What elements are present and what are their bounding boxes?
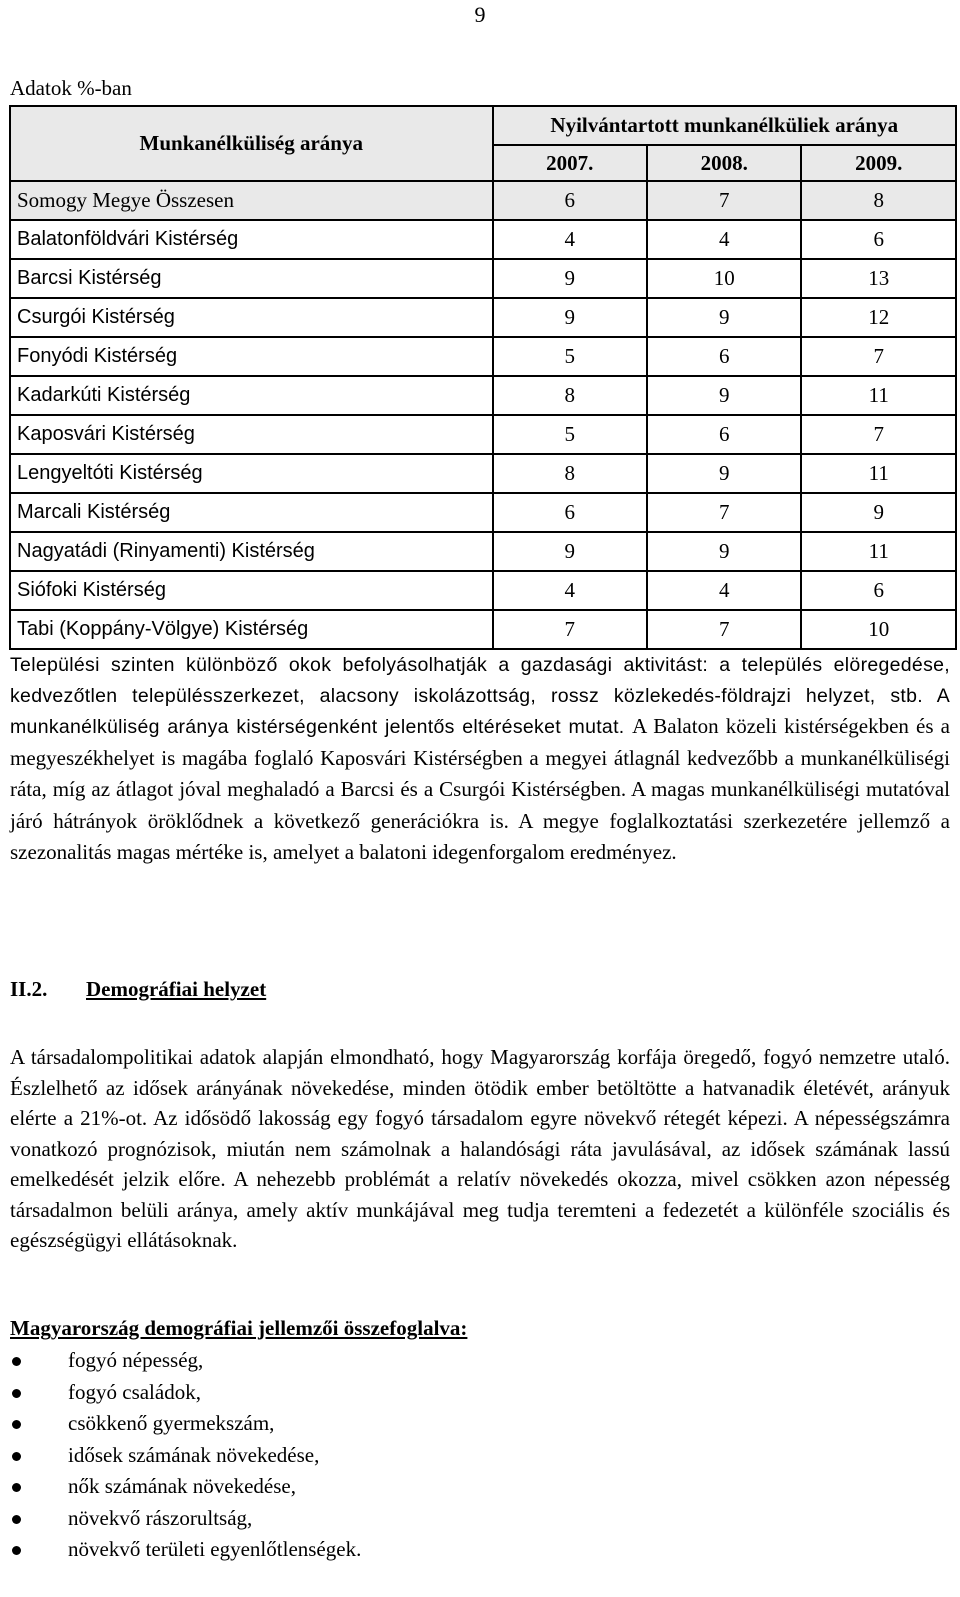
rate-cell: 7 — [493, 610, 647, 649]
rate-cell: 5 — [493, 415, 647, 454]
bullet-icon — [12, 1452, 21, 1461]
rate-cell: 6 — [647, 415, 801, 454]
list-item-text: idősek számának növekedése, — [68, 1442, 320, 1467]
list-item — [10, 1471, 361, 1503]
table-row — [10, 571, 956, 610]
rate-cell: 6 — [493, 181, 647, 220]
rate-cell: 11 — [801, 532, 956, 571]
paragraph-unemployment — [10, 650, 950, 869]
year-header: 2008. — [647, 145, 801, 181]
region-name: Csurgói Kistérség — [10, 298, 493, 337]
region-name: Tabi (Koppány-Völgye) Kistérség — [10, 610, 493, 649]
table-row — [10, 415, 956, 454]
bullet-icon — [12, 1483, 21, 1492]
region-name: Fonyódi Kistérség — [10, 337, 493, 376]
table-row — [10, 259, 956, 298]
table-row — [10, 181, 956, 220]
rate-cell: 4 — [493, 571, 647, 610]
paragraph-unemployment-sans: Települési szinten különböző okok befolyásolhatják a gazdasági aktivitást: a település elöregedése, kedvezőtlen településszerkezet, alacsony iskolázottság, rossz közlekedés-földrajzi helyzet, stb. A munkanélküliség aránya kistérségenként jelentős eltéréseket mutat. — [10, 654, 950, 738]
year-header: 2007. — [493, 145, 647, 181]
rate-cell: 9 — [801, 493, 956, 532]
rate-cell: 9 — [647, 298, 801, 337]
page-number: 9 — [474, 2, 486, 27]
list-item — [10, 1345, 361, 1377]
list-item — [10, 1503, 361, 1535]
bullet-icon — [12, 1389, 21, 1398]
rate-cell: 4 — [647, 220, 801, 259]
rate-cell: 7 — [647, 493, 801, 532]
list-item — [10, 1440, 361, 1472]
unemployment-table — [9, 105, 957, 650]
rate-cell: 7 — [801, 415, 956, 454]
table-row — [10, 454, 956, 493]
table-row — [10, 376, 956, 415]
group-header: Nyilvántartott munkanélküliek aránya — [493, 106, 956, 145]
summary-list — [10, 1345, 361, 1566]
list-item-text: csökkenő gyermekszám, — [68, 1411, 275, 1435]
rate-cell: 13 — [801, 259, 956, 298]
bullet-icon — [12, 1420, 21, 1429]
rate-cell: 9 — [493, 259, 647, 298]
region-name: Siófoki Kistérség — [10, 571, 493, 610]
rate-cell: 9 — [493, 532, 647, 571]
rate-cell: 4 — [647, 571, 801, 610]
rate-cell: 10 — [647, 259, 801, 298]
section-title: Demográfiai helyzet — [86, 977, 267, 1001]
rate-cell: 6 — [647, 337, 801, 376]
table-row — [10, 220, 956, 259]
region-name: Lengyeltóti Kistérség — [10, 454, 493, 493]
region-name: Barcsi Kistérség — [10, 259, 493, 298]
region-name: Kadarkúti Kistérség — [10, 376, 493, 415]
table-row — [10, 493, 956, 532]
rate-cell: 9 — [647, 376, 801, 415]
year-header: 2009. — [801, 145, 956, 181]
rate-cell: 10 — [801, 610, 956, 649]
rate-cell: 7 — [647, 181, 801, 220]
list-item-text: növekvő területi egyenlőtlenségek. — [68, 1537, 362, 1561]
rate-cell: 6 — [801, 220, 956, 259]
rate-cell: 12 — [801, 298, 956, 337]
table-header-row — [10, 106, 956, 145]
section-heading — [10, 977, 266, 1002]
bullet-icon — [12, 1515, 21, 1524]
table-row — [10, 532, 956, 571]
rate-cell: 11 — [801, 454, 956, 493]
region-name: Nagyatádi (Rinyamenti) Kistérség — [10, 532, 493, 571]
table-caption: Adatok %-ban — [10, 76, 132, 100]
table-row — [10, 610, 956, 649]
list-item — [10, 1534, 361, 1566]
list-item — [10, 1408, 361, 1440]
list-item — [10, 1377, 361, 1409]
summary-title: Magyarország demográfiai jellemzői összefoglalva: — [10, 1316, 468, 1340]
region-name: Kaposvári Kistérség — [10, 415, 493, 454]
list-item-text: fogyó családok, — [68, 1379, 201, 1404]
table-row — [10, 337, 956, 376]
bullet-icon — [12, 1546, 21, 1555]
bullet-icon — [12, 1357, 21, 1366]
rate-cell: 6 — [801, 571, 956, 610]
list-item-text: nők számának növekedése, — [68, 1474, 296, 1498]
table-row — [10, 298, 956, 337]
region-name: Balatonföldvári Kistérség — [10, 220, 493, 259]
paragraph-demography: A társadalompolitikai adatok alapján elmondható, hogy Magyarország korfája öregedő, fogyó nemzetre utaló. Észlelhető az idősek arányának növekedése, minden ötödik ember betöltötte a hatvanadik életévét, arányuk elérte a 21%-ot. Az idősödő lakosság egy fogyó társadalom egyre növekvő rétegét képezi. A népességszámra vonatkozó prognózisok, miután nem számolnak a halandósági ráta javulásával, az idősek számának lassú emelkedését jelzik előre. A nehezebb problémát a relatív növekedés okozza, mivel csökken azon népesség társadalmon belüli aránya, amely aktív munkájával meg tudja teremteni a fedezetét a különféle szociális és egészségügyi ellátásoknak. — [10, 1045, 950, 1252]
rate-cell: 8 — [801, 181, 956, 220]
corner-header: Munkanélküliség aránya — [10, 106, 493, 181]
rate-cell: 9 — [493, 298, 647, 337]
rate-cell: 9 — [647, 532, 801, 571]
rate-cell: 7 — [647, 610, 801, 649]
rate-cell: 6 — [493, 493, 647, 532]
region-name: Somogy Megye Összesen — [10, 181, 493, 220]
rate-cell: 9 — [647, 454, 801, 493]
paragraph-unemployment-serif: A Balaton közeli kistérségekben és a megyeszékhelyet is magába foglaló Kaposvári Kistérségben a megyei átlagnál kedvezőbb a munkanélküliségi ráta, míg az átlagot jóval meghaladó a Barcsi és a Csurgói Kistérségben. A magas munkanélküliségi mutatóval járó hátrányok öröklődnek a következő generációkra is. A megye foglalkoztatási szerkezetére jellemző a szezonalitás magas mértéke is, amelyet a balatoni idegenforgalom eredményez. — [10, 714, 951, 864]
rate-cell: 11 — [801, 376, 956, 415]
list-item-text: fogyó népesség, — [68, 1348, 204, 1372]
rate-cell: 4 — [493, 220, 647, 259]
rate-cell: 7 — [801, 337, 956, 376]
list-item-text: növekvő rászorultság, — [68, 1505, 253, 1530]
region-name: Marcali Kistérség — [10, 493, 493, 532]
section-number: II.2. — [10, 977, 48, 1001]
rate-cell: 8 — [493, 454, 647, 493]
rate-cell: 5 — [493, 337, 647, 376]
rate-cell: 8 — [493, 376, 647, 415]
table-body — [10, 181, 956, 649]
